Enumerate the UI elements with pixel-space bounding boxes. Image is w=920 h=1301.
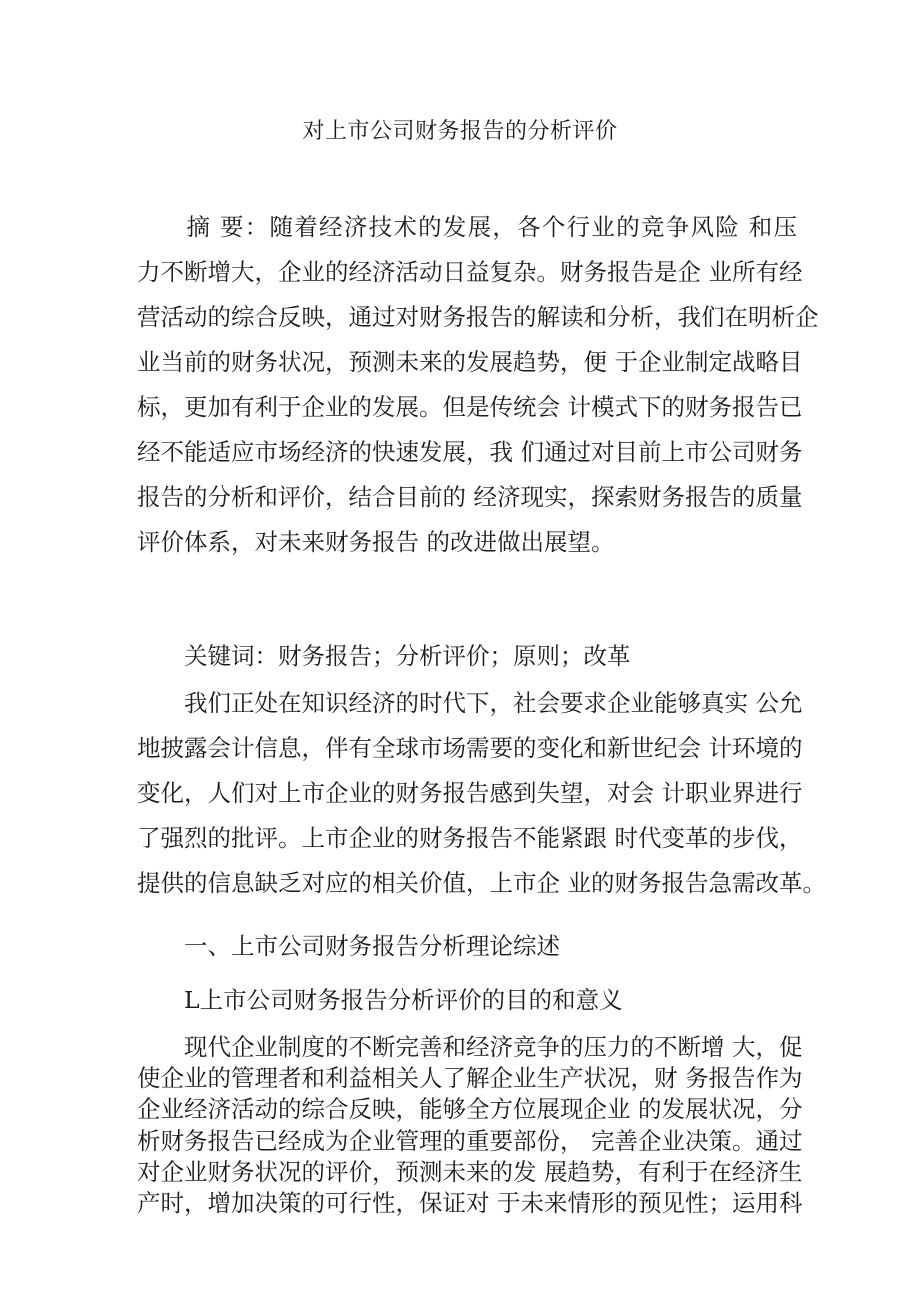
abstract-paragraph (137, 205, 819, 565)
intro-paragraph (137, 681, 826, 906)
text-line: 标，更加有利于企业的发展。但是传统会 计模式下的财务报告已 (137, 393, 803, 421)
text-line: 力不断增大，企业的经济活动日益复杂。财务报告是企 业所有经 (137, 258, 803, 286)
text-line: 了强烈的批评。上市企业的财务报告不能紧跟 时代变革的步伐， (137, 824, 803, 852)
subsection-heading: L上市公司财务报告分析评价的目的和意义 (137, 986, 623, 1014)
text-line: 业当前的财务状况，预测未来的发展趋势，便 于企业制定战略目 (137, 348, 803, 376)
text-line: 评价体系，对未来财务报告 的改进做出展望。 (137, 528, 615, 556)
text-line: 变化，人们对上市企业的财务报告感到失望，对会 计职业界进行 (137, 779, 803, 807)
body-paragraph (137, 1032, 803, 1219)
text-line: 摘 要：随着经济技术的发展，各个行业的竞争风险 和压 (137, 213, 797, 241)
text-line: 析财务报告已经成为企业管理的重要部份， 完善企业决策。通过 (137, 1126, 803, 1155)
keywords-line: 关键词：财务报告；分析评价；原则；改革 (137, 642, 631, 670)
text-line: 现代企业制度的不断完善和经济竞争的压力的不断增 大，促 (137, 1033, 803, 1061)
text-line: 企业经济活动的综合反映，能够全方位展现企业 的发展状况，分 (137, 1095, 803, 1124)
text-line: 提供的信息缺乏对应的相关价值，上市企 业的财务报告急需改革。 (137, 869, 826, 897)
text-line: 产时，增加决策的可行性，保证对 于未来情形的预见性；运用科 (137, 1188, 803, 1217)
text-line: 报告的分析和评价，结合目前的 经济现实，探索财务报告的质量 (137, 483, 803, 511)
text-line: 地披露会计信息，伴有全球市场需要的变化和新世纪会 计环境的 (137, 734, 803, 762)
document-title: 对上市公司财务报告的分析评价 (302, 119, 618, 144)
text-line: 我们正处在知识经济的时代下，社会要求企业能够真实 公允 (137, 689, 803, 717)
text-line: 使企业的管理者和利益相关人了解企业生产状况，财 务报告作为 (137, 1064, 803, 1093)
text-line: 对企业财务状况的评价，预测未来的发 展趋势，有利于在经济生 (137, 1157, 803, 1186)
section-heading: 一、上市公司财务报告分析理论综述 (137, 932, 560, 960)
text-line: 经不能适应市场经济的快速发展，我 们通过对目前上市公司财务 (137, 438, 803, 466)
text-line: 营活动的综合反映，通过对财务报告的解读和分析，我们在明析企 (137, 303, 819, 331)
